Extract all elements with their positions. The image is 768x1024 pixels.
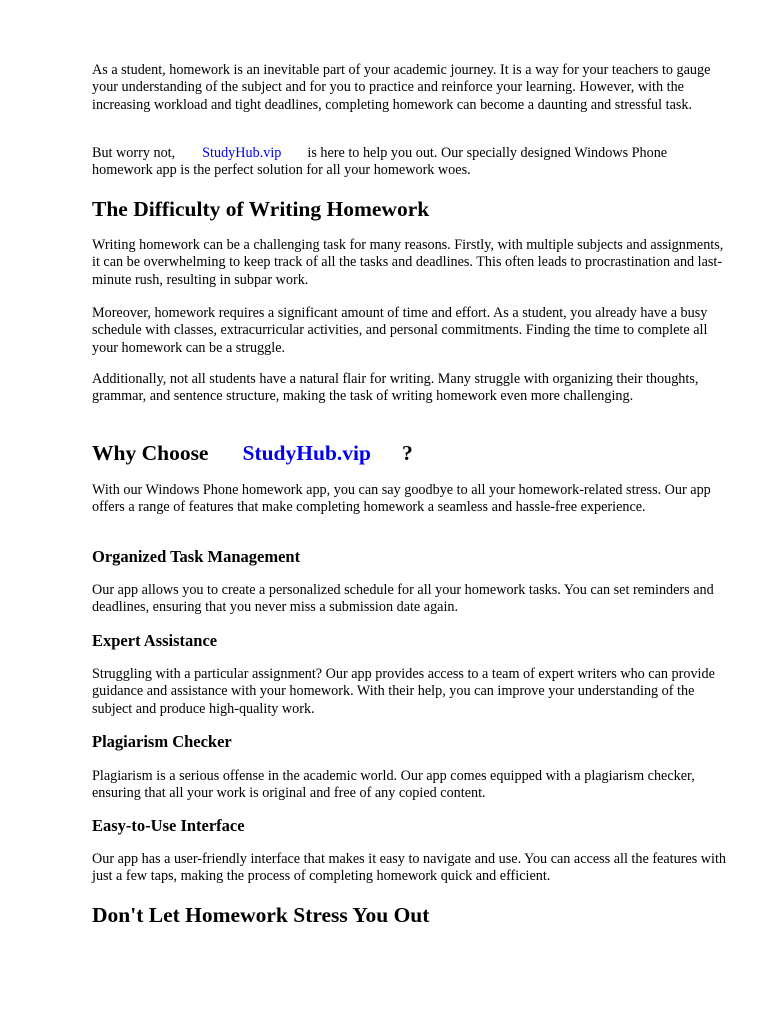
closing-heading: Don't Let Homework Stress You Out <box>92 903 430 927</box>
why-choose-studyhub-link[interactable]: StudyHub.vip <box>242 441 371 465</box>
feature-heading-plagiarism-checker: Plagiarism Checker <box>92 732 232 751</box>
intro-text-before-link: But worry not, <box>92 145 176 161</box>
difficulty-paragraph-3: Additionally, not all students have a natural flair for writing. Many struggle with organizing their thoughts, grammar, and sentence structure, making the task of writing homework even more challenging. <box>92 371 699 405</box>
difficulty-paragraph-1: Writing homework can be a challenging task for many reasons. Firstly, with multiple subjects and assignments, it can be overwhelming to keep track of all the tasks and deadlines. This often leads to procrastination and last-minute rush, resulting in subpar work. <box>92 237 724 288</box>
feature-text-task-management: Our app allows you to create a personalized schedule for all your homework tasks. You can set reminders and deadlines, ensuring that you never miss a submission date again. <box>92 582 714 616</box>
feature-heading-easy-interface: Easy-to-Use Interface <box>92 816 245 835</box>
feature-heading-expert-assistance: Expert Assistance <box>92 631 218 650</box>
studyhub-link[interactable]: StudyHub.vip <box>202 145 282 161</box>
why-choose-question-mark: ? <box>401 441 413 465</box>
intro-text-after-link: is here to help you out. Our specially designed Windows Phone homework app is the perfect solution for all your homework woes. <box>92 145 668 179</box>
why-choose-text: Why Choose <box>92 441 209 465</box>
feature-text-expert-assistance: Struggling with a particular assignment? Our app provides access to a team of expert writers who can provide guidance and assistance with your homework. With their help, you can improve your understanding of the subject and produce high-quality work. <box>92 666 715 717</box>
feature-text-plagiarism-checker: Plagiarism is a serious offense in the academic world. Our app comes equipped with a plagiarism checker, ensuring that all your work is original and free of any copied content. <box>92 768 695 802</box>
intro-studyhub-paragraph <box>92 145 728 180</box>
difficulty-heading: The Difficulty of Writing Homework <box>92 197 430 221</box>
intro-paragraph: As a student, homework is an inevitable part of your academic journey. It is a way for your teachers to gauge your understanding of the subject and for you to practice and reinforce your learning. However, with the increasing workload and tight deadlines, completing homework can become a daunting and stressful task. <box>92 62 711 113</box>
difficulty-paragraph-2: Moreover, homework requires a significant amount of time and effort. As a student, you already have a busy schedule with classes, extracurricular activities, and personal commitments. Finding the time to complete all your homework can be a struggle. <box>92 305 708 356</box>
feature-heading-task-management: Organized Task Management <box>92 547 301 566</box>
why-choose-heading <box>92 440 413 466</box>
why-choose-intro: With our Windows Phone homework app, you can say goodbye to all your homework-related stress. Our app offers a range of features that make completing homework a seamless and hassle-free experience. <box>92 482 711 516</box>
feature-text-easy-interface: Our app has a user-friendly interface that makes it easy to navigate and use. You can access all the features with just a few taps, making the process of completing homework quick and efficient. <box>92 851 726 885</box>
